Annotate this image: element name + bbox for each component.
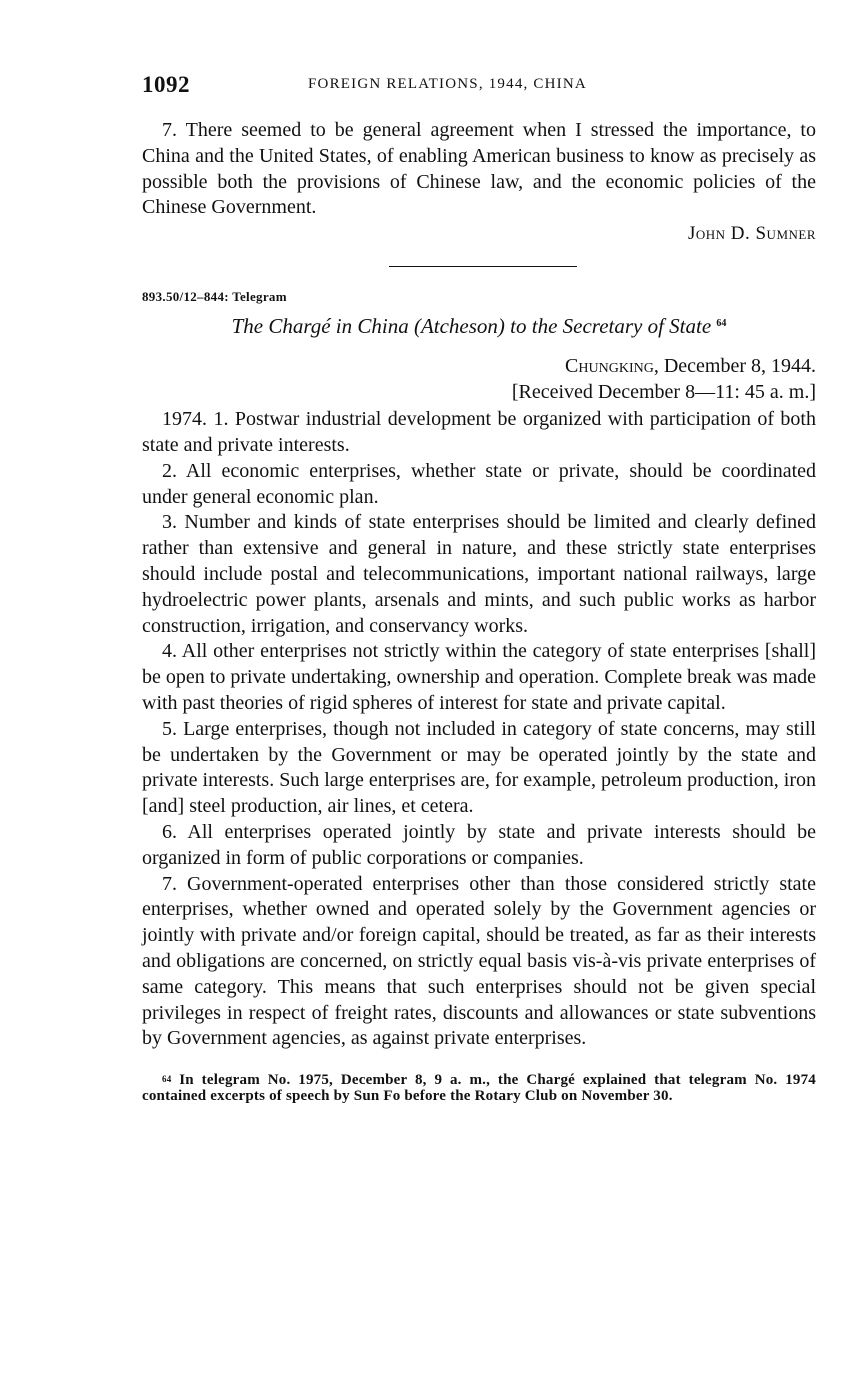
telegram-paragraph: 6. All enterprises operated jointly by state and private interests should be organized in form of public corporations or companies. [142, 820, 816, 869]
footnote [142, 1072, 816, 1104]
section-divider [389, 266, 577, 267]
telegram-paragraph: 1974. 1. Postwar industrial development be organized with participation of both state and private interests. [142, 408, 816, 456]
telegram-paragraph: 2. All economic enterprises, whether state or private, should be coordinated under general economic plan. [142, 459, 816, 508]
running-header [142, 72, 816, 102]
telegram-paragraph: 5. Large enterprises, though not included in category of state concerns, may still be undertaken by the Government or may be operated jointly by the state and private interests. Such large enterprises are, for example, petroleum production, iron [and] steel production, air lines, et cetera. [142, 717, 816, 818]
document-page [142, 72, 816, 1104]
dateline [142, 353, 816, 379]
signature: John D. Sumner [687, 223, 816, 245]
page-number: 1092 [142, 72, 190, 97]
footnote-marker: 64 [162, 1074, 172, 1085]
telegram-paragraph: 7. Government-operated enterprises other than those considered strictly state enterprises, whether owned and operated solely by the Government agencies or jointly with private and/or foreign capital, should be treated, as far as their interests and obligations are concerned, on strictly equal basis vis-à-vis private enterprises of same category. This means that such enterprises should not be given special privileges in respect of freight rates, discounts and allowances or state subventions by Government agencies, as against private enterprises. [142, 872, 816, 1050]
header-title: FOREIGN RELATIONS, 1944, CHINA [308, 76, 587, 92]
file-reference: 893.50/12–844: Telegram [142, 289, 287, 305]
document-title-text: The Chargé in China (Atcheson) to the Secretary of State [231, 314, 712, 339]
document-title [142, 313, 816, 339]
footnote-text: In telegram No. 1975, December 8, 9 a. m., the Chargé explained that telegram No. 1974 contained excerpts of speech by Sun Fo before the Rotary Club on November 30. [142, 1072, 817, 1105]
previous-document-paragraph: 7. There seemed to be general agreement when I stressed the importance, to China and the United States, of enabling American business to know as precisely as possible both the provisions of Chinese law, and the economic policies of the Chinese Government. [142, 119, 816, 219]
dateline-date: , December 8, 1944. [653, 355, 816, 378]
received-line: [Received December 8—11: 45 a. m.] [511, 381, 816, 404]
telegram-body [142, 407, 816, 1052]
telegram-paragraph: 3. Number and kinds of state enterprises should be limited and clearly defined rather than extensive and general in nature, and these strictly state enterprises should include postal and telecommunications, important national railways, large hydroelectric power plants, arsenals and mints, and such public works as harbor construction, irrigation, and conservancy works. [142, 511, 816, 637]
telegram-paragraph: 4. All other enterprises not strictly within the category of state enterprises [shall] be open to private undertaking, ownership and operation. Complete break was made with past theories of rigid spheres of interest for state and private capital. [142, 640, 816, 714]
title-footnote-marker: 64 [716, 318, 727, 330]
dateline-place: Chungking [565, 355, 654, 378]
